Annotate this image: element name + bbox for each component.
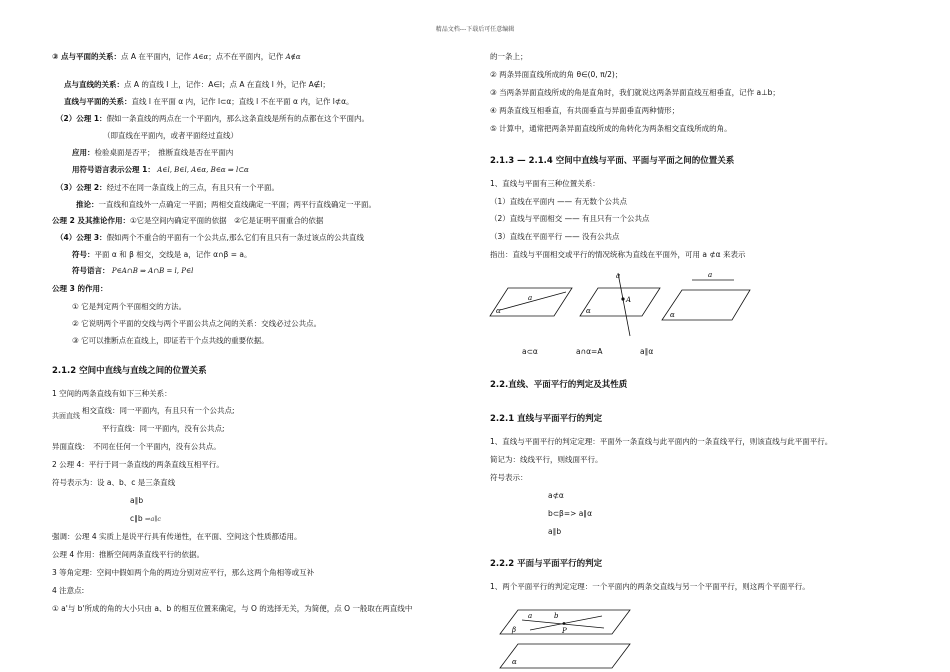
axiom-2: （3）公理 2：经过不在同一条直线上的三点，有且只有一个平面。	[56, 183, 280, 192]
c-parallel-b: c∥b ⇒a∥c	[130, 514, 161, 523]
fig2-A-label: A	[626, 296, 632, 304]
symbol-line-3: a∥b	[548, 527, 562, 536]
axiom-3-usage-1: ① 它是判定两个平面相交的方法。	[72, 302, 187, 311]
plane-alpha-shape-2	[580, 288, 660, 316]
line-a-intersecting	[618, 273, 630, 336]
notes-title: 4 注意点:	[52, 586, 85, 595]
equal-angle-theorem: 3 等角定理：空间中假如两个角的两边分别对应平行，那么这两个角相等或互补	[52, 568, 315, 577]
axiom-1: （2）公理 1：假如一条直线的两点在一个平面内，那么这条直线是所有的点都在这个平面内。	[56, 114, 370, 123]
line-plane-parallel-theorem: 1、直线与平面平行的判定定理：平面外一条直线与此平面内的一条直线平行，则该直线与此平面平行。	[490, 437, 833, 446]
plane-plane-parallel-theorem: 1、两个平面平行的判定定理：一个平面内的两条交直线与另一个平面平行，则这两个平面平行。	[490, 582, 810, 591]
section-2-1-3-heading: 2.1.3 — 2.1.4 空间中直线与平面、平面与平面之间的位置关系	[490, 156, 735, 166]
plane-alpha-shape-3	[662, 290, 750, 320]
line-plane-three-cases: 1、直线与平面有三种位置关系：	[490, 179, 600, 188]
line-plane-figures	[490, 268, 690, 348]
fig1-alpha-label: α	[496, 307, 501, 315]
note-1-continued: 的一条上；	[490, 52, 528, 61]
fig2-alpha-label: α	[586, 307, 591, 315]
note-2: ② 两条异面直线所成的角 θ∈(0, π/2)；	[490, 70, 623, 79]
point-line-relation: 点与直线的关系：点 A 的直线 l 上，记作：A∈l；点 A 在直线 l 外，记作 A∉l；	[64, 80, 330, 89]
point-P	[563, 622, 566, 625]
fig4-P-label: P	[562, 627, 567, 635]
note-4: ④ 两条直线互相垂直，有共面垂直与异面垂直两种情形；	[490, 106, 680, 115]
note-3: ③ 当两条异面直线所成的角是直角时，我们就说这两条异面直线互相垂直，记作 a⊥b；	[490, 88, 780, 97]
section-2-2-heading: 2.2.直线、平面平行的判定及其性质	[490, 380, 628, 390]
note-1: ① a'与 b'所成的角的大小只由 a、b 的相互位置来确定，与 O 的选择无关，为简便，点 O 一般取在两直线中	[52, 604, 413, 613]
section-2-2-1-heading: 2.2.1 直线与平面平行的判定	[490, 414, 603, 424]
fig4-beta-label: β	[512, 626, 517, 634]
fig4-alpha-label: α	[512, 658, 517, 666]
point-plane-relation: ③ 点与平面的关系：点 A 在平面内，记作 A∈α；点不在平面内，记作 A∉α	[52, 52, 301, 61]
case-2: （2）直线与平面相交 —— 有且只有一个公共点	[490, 214, 650, 223]
intersecting-lines: 相交直线：同一平面内，有且只有一个公共点;	[82, 406, 235, 415]
axiom-3-symbol: 符号：平面 α 和 β 相交，交线是 a，记作 α∩β = a。	[72, 250, 252, 259]
axiom-3-usage-2: ② 它说明两个平面的交线与两个平面公共点之间的关系：交线必过公共点。	[72, 319, 322, 328]
axiom-1-symbolic: 用符号语言表示公理 1： A∈l, B∈l, A∈α, B∈α ⇒ l⊂α	[72, 165, 249, 174]
axiom-4: 2 公理 4：平行于同一条直线的两条直线互相平行。	[52, 460, 224, 469]
axiom-2-usage: 公理 2 及其推论作用：①它是空间内确定平面的依据 ②它是证明平面重合的依据	[52, 216, 324, 225]
caption-intersect: a∩α=A	[576, 347, 603, 356]
axiom-3: （4）公理 3：假如两个不重合的平面有一个公共点,那么它们有且只有一条过该点的公共直线	[56, 233, 364, 242]
axiom-3-usage-title: 公理 3 的作用：	[52, 284, 108, 293]
axiom-4-usage: 公理 4 作用：推断空间两条直线平行的依据。	[52, 550, 205, 559]
fig3-alpha-label: α	[670, 311, 675, 319]
line-a-in-plane	[500, 292, 566, 310]
axiom-1-note: （即直线在平面内，或者平面经过直线）	[103, 131, 238, 140]
symbolic-label: 符号表示：	[490, 473, 528, 482]
note-5: ⑤ 计算中，通常把两条异面直线所成的角转化为两条相交直线所成的角。	[490, 124, 732, 133]
fig4-b-label: b	[554, 612, 559, 620]
case-3: （3）直线在平面平行 —— 没有公共点	[490, 232, 620, 241]
caption-parallel: a∥α	[640, 347, 654, 356]
plane-alpha-shape	[490, 288, 572, 316]
symbol-line-1: a⊄α	[548, 491, 564, 500]
case-1: （1）直线在平面内 —— 有无数个公共点	[490, 197, 628, 206]
parallel-figure	[662, 268, 752, 348]
fig1-a-label: a	[528, 294, 533, 302]
fig4-a-label: a	[528, 612, 533, 620]
a-parallel-b: a∥b	[130, 496, 144, 505]
line-plane-relation: 直线与平面的关系：直线 l 在平面 α 内，记作 l⊂α；直线 l 不在平面 α 内，记作 l⊄α。	[64, 97, 354, 106]
skew-lines: 异面直线： 不同在任何一个平面内，没有公共点。	[52, 442, 221, 451]
theorem-summary: 简记为：线线平行，则线面平行。	[490, 455, 603, 464]
axiom-1-application: 应用：检验桌面是否平； 推断直线是否在平面内	[72, 148, 234, 157]
section-2-2-2-heading: 2.2.2 平面与平面平行的判定	[490, 559, 603, 569]
symbolic-intro: 符号表示为：设 a、b、c 是三条直线	[52, 478, 176, 487]
axiom-3-symbolic: 符号语言： P∈A∩B ⇒ A∩B = l, P∈l	[72, 266, 194, 275]
parallel-lines: 平行直线：同一平面内，没有公共点;	[102, 424, 225, 433]
coplanar-lines-label: 共面直线	[52, 412, 80, 420]
fig2-a-label: a	[616, 272, 621, 280]
point-A	[621, 297, 624, 300]
emphasis-note: 强调：公理 4 实质上是说平行具有传递性，在平面、空间这个性质都适用。	[52, 532, 302, 541]
axiom-3-usage-3: ③ 它可以推断点在直线上，即证若干个点共线的重要依据。	[72, 336, 269, 345]
plane-alpha-shape-4	[500, 644, 630, 668]
symbol-line-2: b⊂β=> a∥α	[548, 509, 593, 518]
note-outside-plane: 指出：直线与平面相交或平行的情况统称为直线在平面外，可用 a ⊄α 来表示	[490, 250, 746, 259]
page-header: 精品文档---下载后可任意编辑	[435, 26, 515, 33]
section-2-1-2-heading: 2.1.2 空间中直线与直线之间的位置关系	[52, 366, 207, 376]
parallel-planes-figure	[500, 606, 640, 666]
caption-in-plane: a⊂α	[522, 347, 538, 356]
three-relations-intro: 1 空间的两条直线有如下三种关系：	[52, 389, 172, 398]
axiom-2-corollary: 推论：一直线和直线外一点确定一平面；两相交直线确定一平面；两平行直线确定一平面。	[76, 200, 376, 209]
fig3-a-label: a	[708, 271, 713, 279]
